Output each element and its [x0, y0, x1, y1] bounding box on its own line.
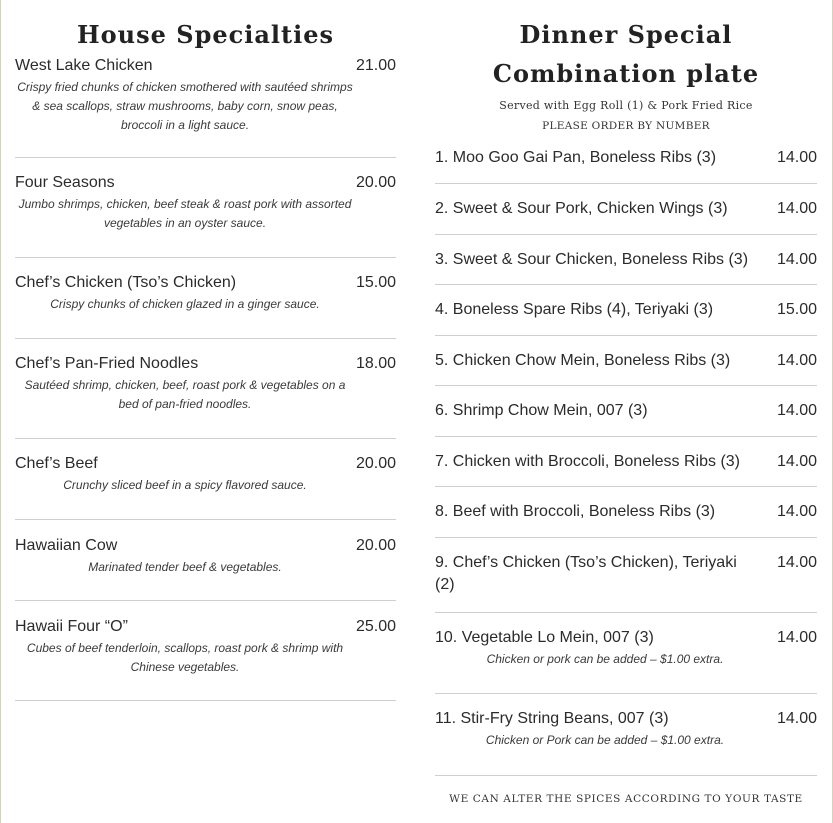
item-name: 7. Chicken with Broccoli, Boneless Ribs (3) [435, 453, 741, 470]
menu-item [15, 158, 396, 258]
item-price: 14.00 [776, 710, 817, 727]
combination-plate-section [435, 0, 817, 805]
item-description: Crispy fried chunks of chicken smothered with sautéed shrimps & sea scallops, straw mushrooms, baby corn, snow peas, broccoli in a light sauce. [17, 80, 353, 132]
item-price: 14.00 [776, 149, 817, 166]
item-description: Sautéed shrimp, chicken, beef, roast pork & vegetables on a bed of pan-fried noodles. [24, 378, 346, 411]
item-description: Marinated tender beef & vegetables. [88, 560, 282, 574]
combo-item [435, 437, 817, 487]
item-name: Hawaiian Cow [15, 537, 118, 554]
item-price: 14.00 [776, 402, 817, 419]
item-name: West Lake Chicken [15, 57, 153, 74]
item-name: 10. Vegetable Lo Mein, 007 (3) [435, 629, 654, 646]
served-with-note: Served with Egg Roll (1) & Pork Fried Rice [499, 99, 753, 112]
item-name: 3. Sweet & Sour Chicken, Boneless Ribs (3) [435, 251, 749, 268]
item-name: 8. Beef with Broccoli, Boneless Ribs (3) [435, 503, 716, 520]
item-price: 20.00 [355, 537, 396, 554]
combo-item [435, 336, 817, 386]
item-price: 20.00 [355, 455, 396, 472]
item-price: 14.00 [776, 453, 817, 470]
item-name: Hawaii Four “O” [15, 618, 128, 635]
item-name: 2. Sweet & Sour Pork, Chicken Wings (3) [435, 200, 728, 217]
menu-item [15, 339, 396, 439]
item-price: 15.00 [355, 274, 396, 291]
item-price: 14.00 [776, 554, 817, 571]
item-name: 11. Stir-Fry String Beans, 007 (3) [435, 710, 669, 727]
item-description: Jumbo shrimps, chicken, beef steak & roast pork with assorted vegetables in an oyster sauce. [18, 197, 352, 230]
combo-item [435, 613, 817, 694]
item-price: 14.00 [776, 629, 817, 646]
item-description: Crunchy sliced beef in a spicy flavored sauce. [63, 478, 307, 492]
item-price: 25.00 [355, 618, 396, 635]
item-name: 5. Chicken Chow Mein, Boneless Ribs (3) [435, 352, 731, 369]
menu-item [15, 439, 396, 520]
item-price: 14.00 [776, 251, 817, 268]
combo-item [435, 487, 817, 538]
item-name: Chef’s Chicken (Tso’s Chicken) [15, 274, 237, 291]
item-name: 1. Moo Goo Gai Pan, Boneless Ribs (3) [435, 149, 717, 166]
item-description: Chicken or pork can be added – $1.00 extra. [486, 652, 724, 666]
spice-note: WE CAN ALTER THE SPICES ACCORDING TO YOUR TASTE [449, 793, 803, 805]
section-title: House Specialties [76, 20, 335, 49]
item-price: 15.00 [776, 301, 817, 318]
combo-item [435, 235, 817, 285]
order-note: PLEASE ORDER BY NUMBER [542, 120, 710, 132]
house-specialties-section [15, 0, 396, 701]
item-name: Chef’s Pan-Fried Noodles [15, 355, 199, 372]
combo-item [435, 538, 817, 613]
menu-item [15, 520, 396, 601]
item-name: 4. Boneless Spare Ribs (4), Teriyaki (3) [435, 301, 714, 318]
section-title: Dinner Special Combination plate [492, 20, 760, 88]
combo-item [435, 285, 817, 336]
item-price: 20.00 [355, 174, 396, 191]
item-name: Chef’s Beef [15, 455, 98, 472]
item-name: 6. Shrimp Chow Mein, 007 (3) [435, 402, 648, 419]
menu-item [15, 601, 396, 701]
item-price: 21.00 [355, 57, 396, 74]
item-name: Four Seasons [15, 174, 115, 191]
combo-item [435, 184, 817, 235]
item-price: 18.00 [355, 355, 396, 372]
combo-item [435, 132, 817, 184]
item-description: Chicken or Pork can be added – $1.00 extra. [485, 733, 725, 747]
item-price: 14.00 [776, 352, 817, 369]
combo-item [435, 386, 817, 437]
combo-item [435, 694, 817, 776]
item-price: 14.00 [776, 503, 817, 520]
item-price: 14.00 [776, 200, 817, 217]
item-description: Crispy chunks of chicken glazed in a ginger sauce. [50, 297, 320, 311]
item-description: Cubes of beef tenderloin, scallops, roast pork & shrimp with Chinese vegetables. [26, 641, 344, 674]
item-name: 9. Chef’s Chicken (Tso’s Chicken), Teriyaki (2) [435, 554, 737, 593]
menu-item [15, 258, 396, 339]
menu-item [15, 55, 396, 158]
